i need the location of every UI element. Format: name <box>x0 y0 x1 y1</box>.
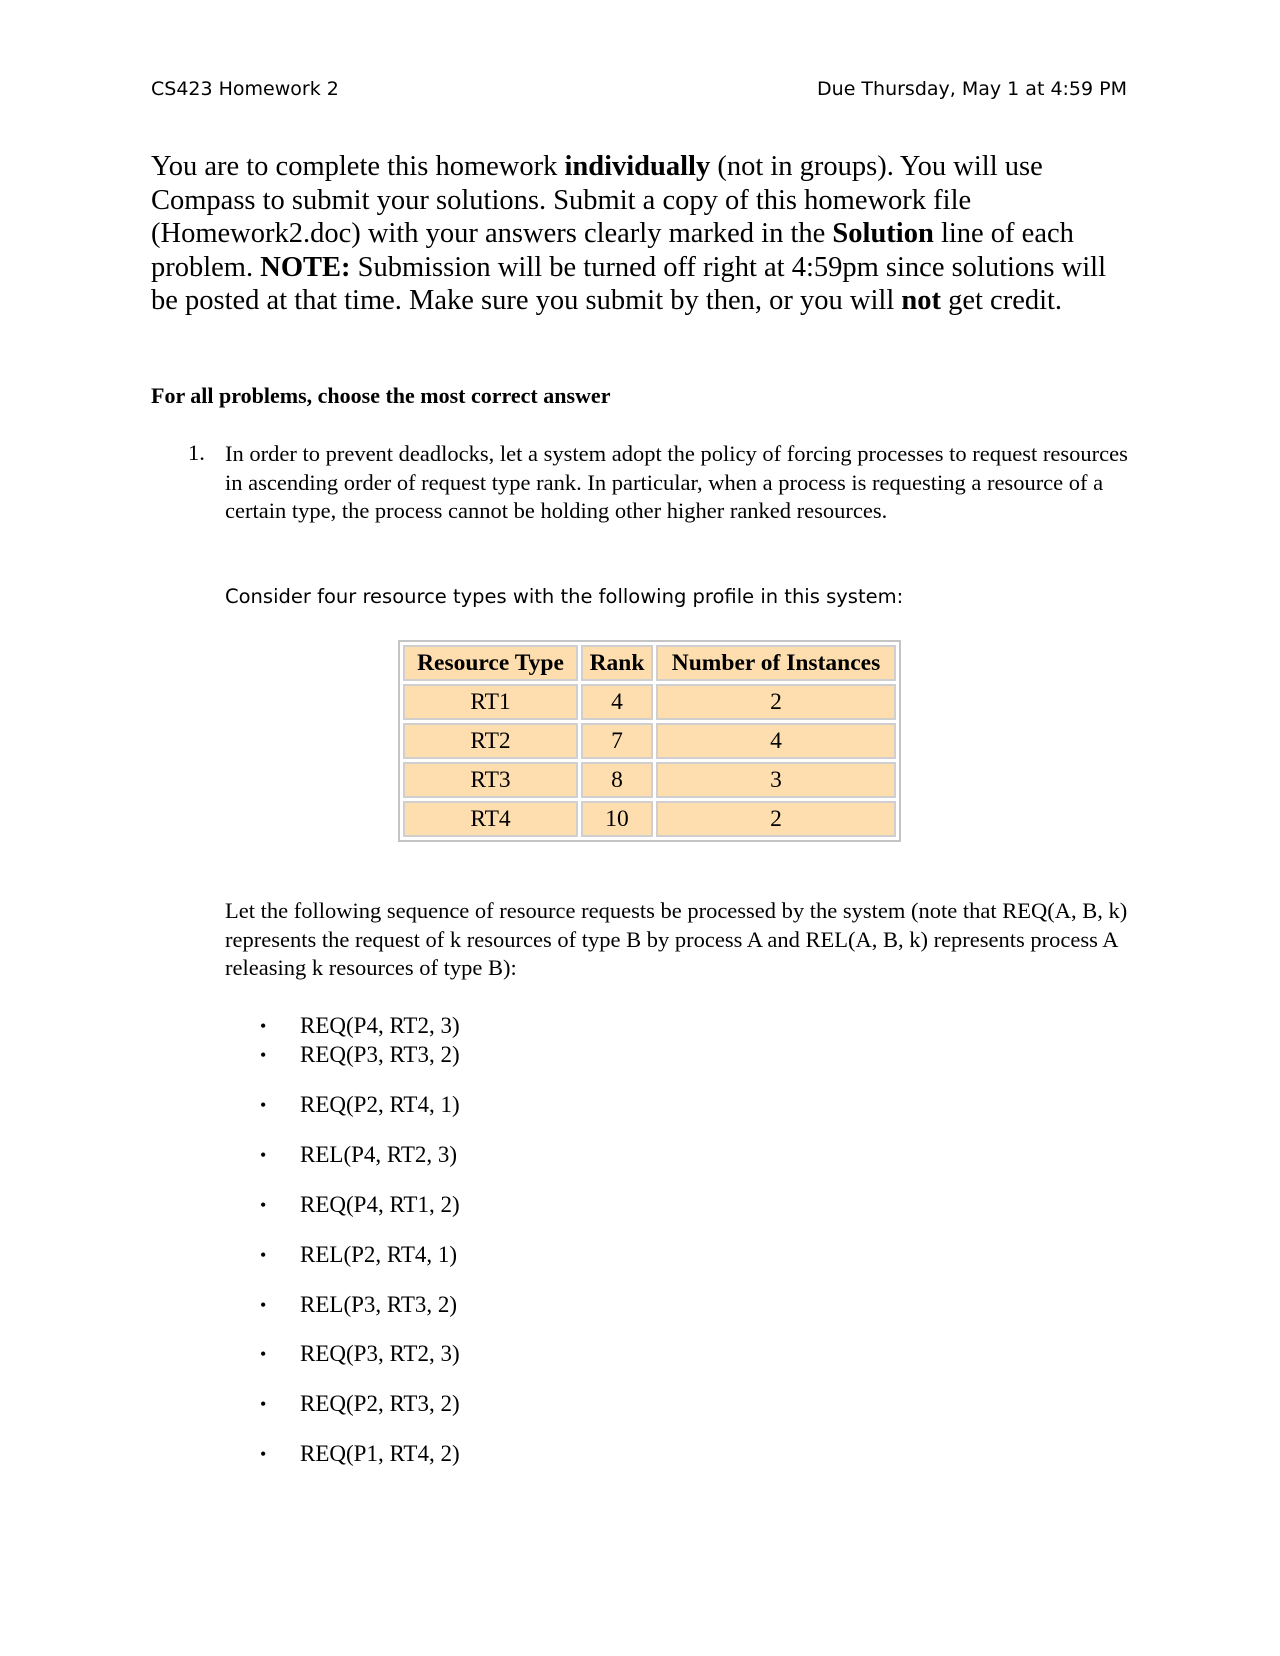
intro-bold-not: not <box>901 285 941 316</box>
intro-bold-individually: individually <box>564 151 711 182</box>
cell-instances: 2 <box>656 684 896 720</box>
problem-1-number: 1. <box>188 440 205 465</box>
cell-resource-type: RT3 <box>403 762 578 798</box>
cell-instances: 2 <box>656 801 896 837</box>
list-item <box>260 1142 457 1168</box>
cell-resource-type: RT4 <box>403 801 578 837</box>
col-header-instances: Number of Instances <box>656 645 896 681</box>
cell-resource-type: RT2 <box>403 723 578 759</box>
bullet-icon: • <box>260 1045 267 1065</box>
bullet-icon: • <box>260 1145 267 1165</box>
bullet-icon: • <box>260 1295 267 1315</box>
intro-bold-note: NOTE: <box>260 251 351 283</box>
intro-text-5: get credit. <box>940 285 1063 316</box>
bullet-icon: • <box>260 1444 267 1464</box>
bullet-icon: • <box>260 1394 267 1414</box>
list-item <box>260 1192 460 1218</box>
col-header-resource-type: Resource Type <box>403 645 578 681</box>
intro-bold-solution: Solution <box>832 218 934 249</box>
cell-rank: 10 <box>581 801 653 837</box>
table-row <box>403 801 896 837</box>
intro-paragraph <box>151 150 1131 318</box>
cell-instances: 3 <box>656 762 896 798</box>
cell-resource-type: RT1 <box>403 684 578 720</box>
bullet-icon: • <box>260 1016 267 1036</box>
col-header-rank: Rank <box>581 645 653 681</box>
sequence-intro: Let the following sequence of resource requests be processed by the system (note that REQ(A, B, k) represents the request of k resources of type B by process A and REL(A, B, k) represents process A releasing k resources of type B): <box>225 898 1128 980</box>
intro-text-1: You are to complete this homework <box>151 151 565 182</box>
bullet-icon: • <box>260 1195 267 1215</box>
intro-text-3: line of each problem. <box>151 218 1074 283</box>
list-item <box>260 1341 460 1367</box>
request-text: REQ(P3, RT2, 3) <box>300 1341 460 1366</box>
cell-rank: 4 <box>581 684 653 720</box>
request-text: REQ(P2, RT3, 2) <box>300 1391 460 1416</box>
request-text: REQ(P1, RT4, 2) <box>300 1441 460 1466</box>
request-text: REQ(P4, RT1, 2) <box>300 1192 460 1217</box>
request-text: REL(P3, RT3, 2) <box>300 1292 458 1317</box>
list-item <box>260 1242 457 1268</box>
instructions-heading: For all problems, choose the most correct answer <box>151 383 611 408</box>
list-item <box>260 1441 460 1467</box>
problem-1-consider: Consider four resource types with the following profile in this system: <box>225 585 904 608</box>
bullet-icon: • <box>260 1344 267 1364</box>
list-item <box>260 1042 460 1068</box>
table-row <box>403 762 896 798</box>
request-text: REQ(P3, RT3, 2) <box>300 1042 460 1067</box>
bullet-icon: • <box>260 1095 267 1115</box>
bullet-icon: • <box>260 1245 267 1265</box>
intro-text-4: Submission will be turned off right at 4:59pm since solutions will be posted at that time. Make sure you submit by then, or you will <box>151 251 1106 316</box>
request-text: REQ(P2, RT4, 1) <box>300 1092 460 1117</box>
cell-rank: 7 <box>581 723 653 759</box>
header-course-title: CS423 Homework 2 <box>151 78 339 100</box>
cell-instances: 4 <box>656 723 896 759</box>
header-due-date: Due Thursday, May 1 at 4:59 PM <box>817 78 1127 100</box>
resource-table <box>398 640 901 842</box>
list-item <box>260 1292 457 1318</box>
table-row <box>403 723 896 759</box>
list-item <box>260 1013 460 1039</box>
list-item <box>260 1391 460 1417</box>
request-text: REL(P2, RT4, 1) <box>300 1242 458 1267</box>
table-row <box>403 684 896 720</box>
intro-text-2: (not in groups). You will use Compass to submit your solutions. Submit a copy of this homework file (Homework2.doc) with your answers clearly marked in the <box>151 151 1043 249</box>
resource-table-header-row <box>403 645 896 681</box>
cell-rank: 8 <box>581 762 653 798</box>
request-text: REQ(P4, RT2, 3) <box>300 1013 460 1038</box>
page-header <box>151 78 1127 100</box>
list-item <box>260 1092 460 1118</box>
problem-1-text: In order to prevent deadlocks, let a system adopt the policy of forcing processes to request resources in ascending order of request type rank. In particular, when a process is requesting a resource of a certain type, the process cannot be holding other higher ranked resources. <box>225 441 1128 523</box>
request-text: REL(P4, RT2, 3) <box>300 1142 458 1167</box>
